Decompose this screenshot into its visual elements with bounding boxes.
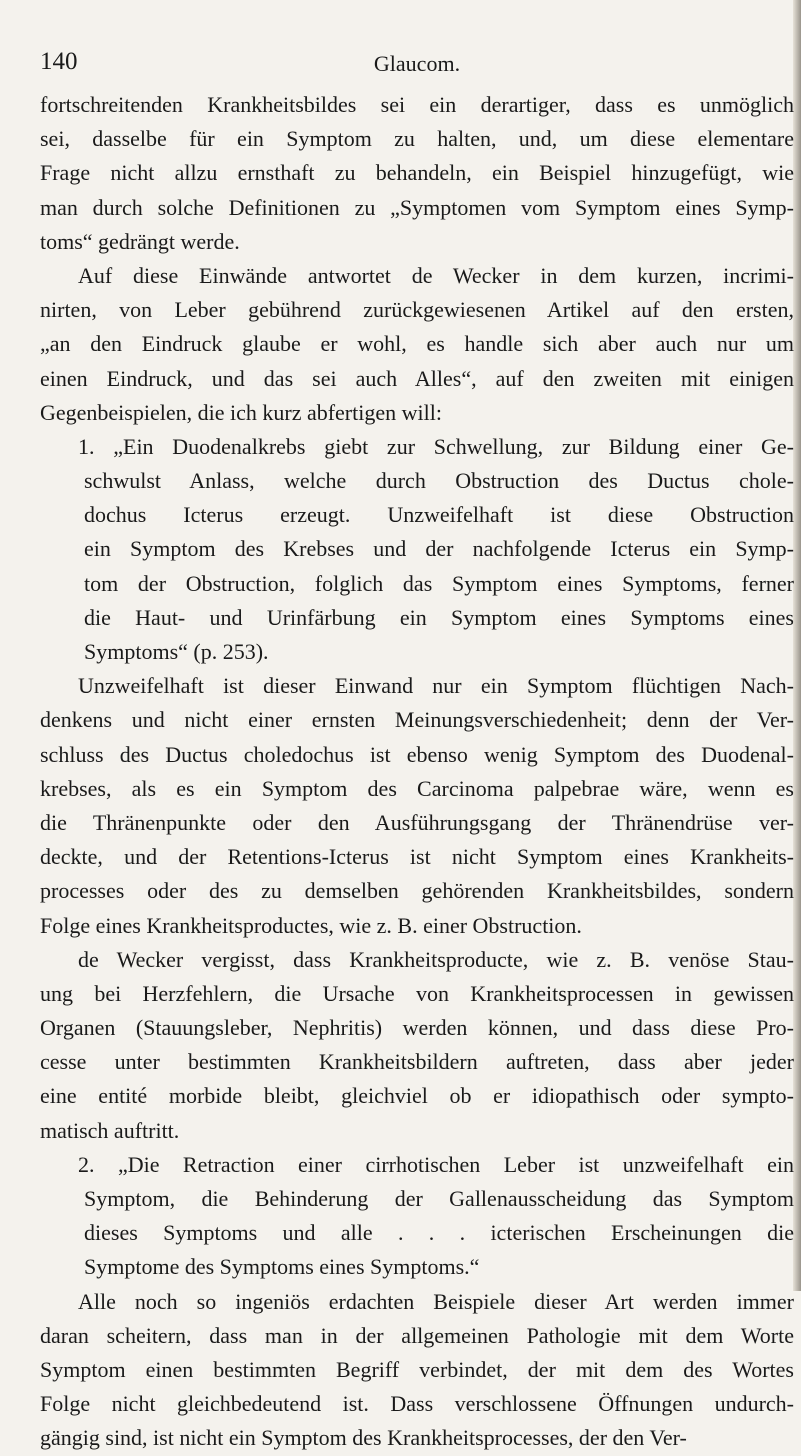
text-line: Folge eines Krankheitsproductes, wie z. B. einer Obstruction. [40, 912, 582, 938]
text-line: die Haut- und Urinfärbung ein Symptom eines Symptoms eines [84, 604, 794, 630]
text-line: toms“ gedrängt werde. [40, 228, 240, 254]
text-line: gängig sind, ist nicht ein Symptom des Krankheitsprocesses, der den Ver- [40, 1425, 687, 1451]
text-line: de Wecker vergisst, dass Krankheitsproducte, wie z. B. venöse Stau- [78, 946, 794, 972]
text-line: krebses, als es ein Symptom des Carcinoma palpebrae wäre, wenn es [40, 775, 794, 801]
text-line: Alle noch so ingeniös erdachten Beispiele dieser Art werden immer [78, 1288, 794, 1314]
text-line: einen Eindruck, und das sei auch Alles“, auf den zweiten mit einigen [40, 365, 794, 391]
text-line: Frage nicht allzu ernsthaft zu behandeln, ein Beispiel hinzugefügt, wie [40, 160, 794, 186]
text-line: Symptome des Symptoms eines Symptoms.“ [84, 1254, 480, 1280]
text-line: fortschreitenden Krankheitsbildes sei ein derartiger, dass es unmöglich [40, 92, 794, 117]
text-line: Organen (Stauungsleber, Nephritis) werden können, und dass diese Pro- [40, 1015, 794, 1041]
text-line: matisch auftritt. [40, 1117, 180, 1143]
page-number: 140 [40, 48, 78, 75]
text-line: schwulst Anlass, welche durch Obstruction des Ductus chole- [84, 468, 794, 494]
text-line: dochus Icterus erzeugt. Unzweifelhaft ist diese Obstruction [84, 502, 794, 528]
text-line: denkens und nicht einer ernsten Meinungsverschiedenheit; denn der Ver- [40, 707, 794, 733]
text-line: dieses Symptoms und alle . . . icterischen Erscheinungen die [84, 1220, 794, 1246]
text-line: Folge nicht gleichbedeutend ist. Dass verschlossene Öffnungen undurch- [40, 1391, 794, 1417]
text-line: Auf diese Einwände antwortet de Wecker in dem kurzen, incrimi- [78, 262, 794, 288]
text-line: ung bei Herzfehlern, die Ursache von Krankheitsprocessen in gewissen [40, 980, 794, 1006]
text-line: Unzweifelhaft ist dieser Einwand nur ein Symptom flüchtigen Nach- [78, 673, 794, 699]
text-line: nirten, von Leber gebührend zurückgewiesenen Artikel auf den ersten, [40, 297, 794, 323]
text-line: Symptom, die Behinderung der Gallenausscheidung das Symptom [84, 1186, 794, 1211]
text-line: 1. „Ein Duodenalkrebs giebt zur Schwellung, zur Bildung einer Ge- [78, 433, 794, 459]
text-line: 2. „Die Retraction einer cirrhotischen Leber ist unzweifelhaft ein [78, 1151, 794, 1177]
text-line: eine entité morbide bleibt, gleichviel ob er idiopathisch oder sympto- [40, 1083, 794, 1109]
text-line: schluss des Ductus choledochus ist ebenso wenig Symptom des Duodenal- [40, 741, 794, 767]
text-line: sei, dasselbe für ein Symptom zu halten, und, um diese elementare [40, 126, 794, 152]
text-line: man durch solche Definitionen zu „Symptomen vom Symptom eines Symp- [40, 194, 794, 220]
page-header [40, 48, 794, 88]
running-title: Glaucom. [373, 51, 461, 76]
body-text [40, 88, 794, 1456]
text-line: Symptoms“ (p. 253). [84, 639, 269, 664]
text-line: Gegenbeispielen, die ich kurz abfertigen will: [40, 399, 442, 425]
page-edge-shadow [793, 0, 801, 1291]
text-line: die Thränenpunkte oder den Ausführungsgang der Thränendrüse ver- [40, 809, 794, 835]
text-line: „an den Eindruck glaube er wohl, es handle sich aber auch nur um [40, 331, 794, 357]
text-line: processes oder des zu demselben gehörenden Krankheitsbildes, sondern [40, 878, 794, 904]
text-line: tom der Obstruction, folglich das Symptom eines Symptoms, ferner [84, 570, 794, 596]
text-line: ein Symptom des Krebses und der nachfolgende Icterus ein Symp- [84, 536, 794, 562]
text-line: deckte, und der Retentions-Icterus ist nicht Symptom eines Krankheits- [40, 844, 794, 870]
book-page [40, 48, 794, 1456]
text-line: cesse unter bestimmten Krankheitsbildern auftreten, dass aber jeder [40, 1049, 794, 1075]
text-line: Symptom einen bestimmten Begriff verbindet, der mit dem des Wortes [40, 1356, 794, 1382]
text-line: daran scheitern, dass man in der allgemeinen Pathologie mit dem Worte [40, 1322, 794, 1348]
